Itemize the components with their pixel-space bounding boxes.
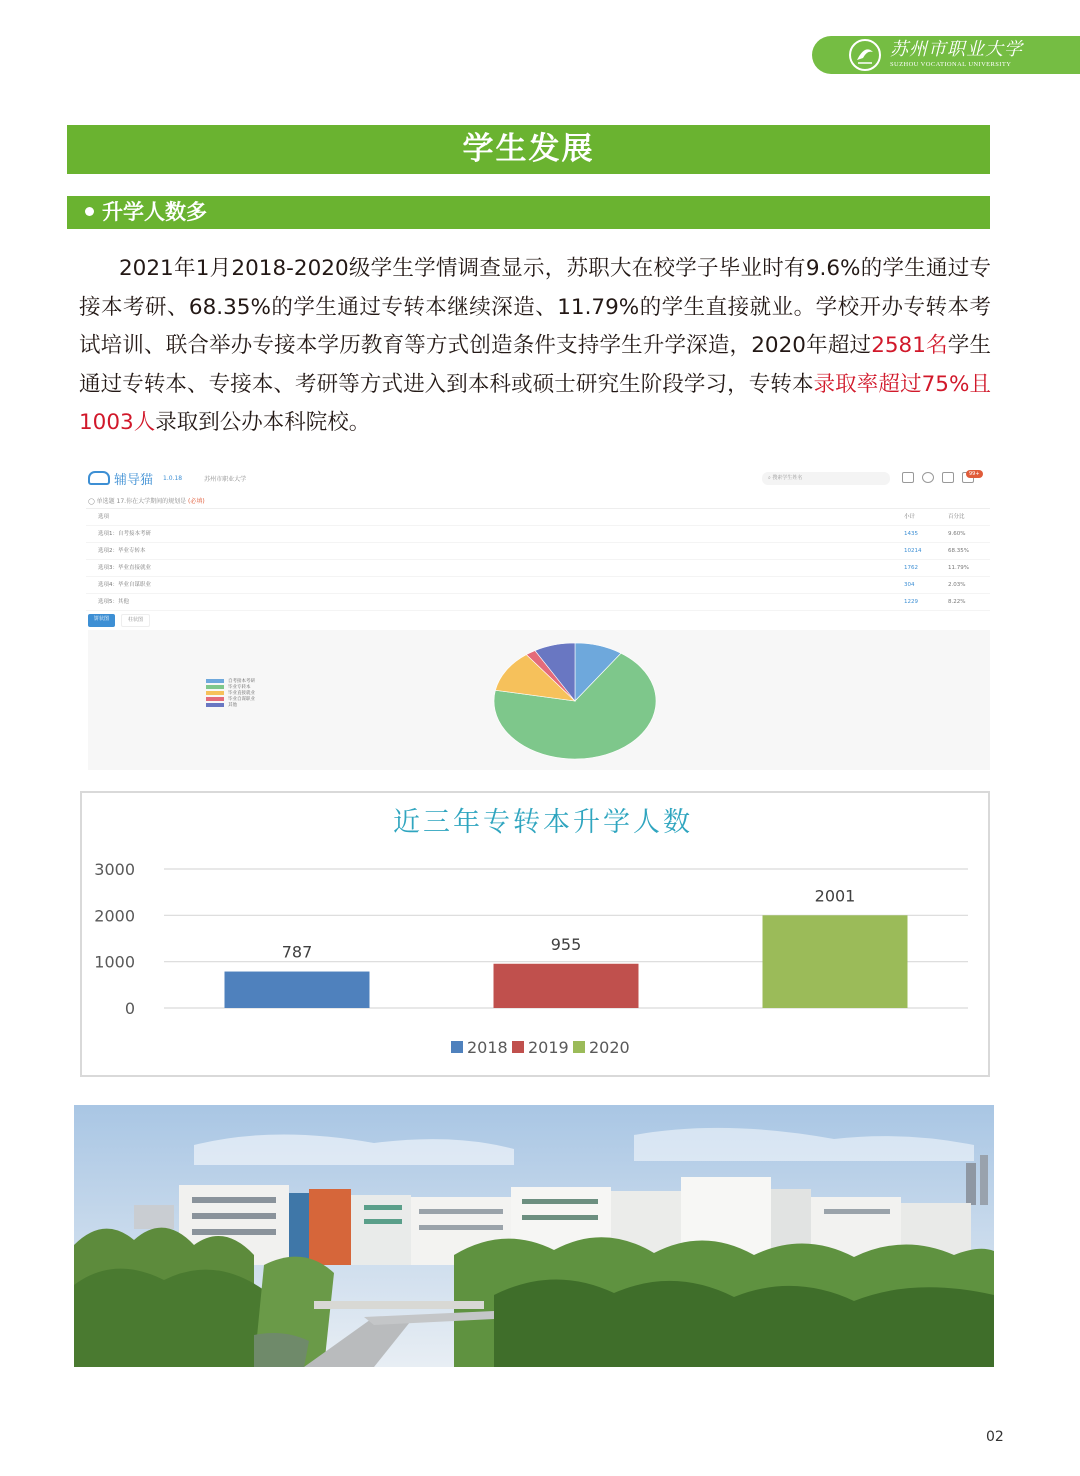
data-label: 787 xyxy=(281,942,313,962)
campus-photo xyxy=(74,1105,994,1367)
subsection-bar xyxy=(67,196,990,229)
legend-swatch xyxy=(206,679,224,683)
table-header-row xyxy=(86,509,990,526)
paragraph-highlight-2: 录取率超过75%且1003人 xyxy=(79,371,991,435)
row-count[interactable]: 304 xyxy=(904,582,915,588)
row-percent: 2.03% xyxy=(948,582,966,588)
table-row xyxy=(86,543,990,560)
subsection-title: 升学人数多 xyxy=(102,200,207,224)
bar-2018[interactable] xyxy=(225,972,370,1008)
campus-photo-illustration xyxy=(74,1105,994,1367)
row-percent: 8.22% xyxy=(948,599,966,605)
page-number: 02 xyxy=(986,1429,1004,1445)
y-tick-label: 3000 xyxy=(94,860,135,879)
survey-table xyxy=(86,508,990,610)
question-required: (必填) xyxy=(188,498,205,505)
legend-swatch xyxy=(206,697,224,701)
cat-logo-icon xyxy=(88,471,110,485)
data-label: 2001 xyxy=(814,886,856,906)
survey-chart-tabs xyxy=(88,614,150,627)
university-emblem-icon xyxy=(848,38,882,72)
legend-label: 其他 xyxy=(228,702,237,708)
row-label: 选项4：毕业自谋职业 xyxy=(98,582,151,588)
row-label: 选项1：自考接本考研 xyxy=(98,531,151,537)
survey-screenshot xyxy=(86,464,990,770)
logo-chinese-name: 苏州市职业大学 xyxy=(890,39,1023,61)
bar-2019[interactable] xyxy=(494,964,639,1008)
bullet-dot-icon xyxy=(85,207,94,216)
col-header-percent: 百分比 xyxy=(948,514,965,520)
table-row xyxy=(86,526,990,543)
tab-bar-chart[interactable]: 柱状图 xyxy=(121,614,150,627)
bar-chart xyxy=(82,793,988,1075)
legend-label-2020[interactable]: 2020 xyxy=(589,1038,630,1057)
legend-label: 毕业自谋职业 xyxy=(228,696,255,702)
question-text: ◯ 单选题 17.你在大学期间的规划是 xyxy=(88,498,187,505)
pie-legend-item[interactable] xyxy=(206,678,255,684)
survey-question xyxy=(88,496,205,505)
row-count[interactable]: 1762 xyxy=(904,565,918,571)
table-row xyxy=(86,560,990,577)
legend-swatch xyxy=(206,703,224,707)
legend-swatch-2018 xyxy=(451,1041,463,1053)
tab-pie-chart[interactable]: 饼状图 xyxy=(88,614,115,627)
pie-legend-item[interactable] xyxy=(206,684,255,690)
col-header-count: 小计 xyxy=(904,514,916,520)
survey-school: 苏州市职业大学 xyxy=(204,475,247,483)
legend-label: 毕业专转本 xyxy=(228,684,251,690)
legend-swatch xyxy=(206,691,224,695)
logo-english-name: SUZHOU VOCATIONAL UNIVERSITY xyxy=(890,61,1012,69)
survey-pie-chart xyxy=(491,640,659,762)
y-tick-label: 0 xyxy=(124,999,135,1018)
section-title: 学生发展 xyxy=(67,125,990,174)
legend-label: 自考接本考研 xyxy=(228,678,255,684)
notification-badge: 99+ xyxy=(966,470,983,478)
message-icon[interactable] xyxy=(942,472,954,483)
monitor-icon[interactable] xyxy=(902,472,914,483)
pie-legend-item[interactable] xyxy=(206,696,255,702)
row-label: 选项2：毕业专转本 xyxy=(98,548,146,554)
survey-search-input[interactable] xyxy=(762,472,890,485)
search-icon: ⌕ xyxy=(768,475,773,481)
row-label: 选项5：其他 xyxy=(98,599,129,605)
help-icon[interactable] xyxy=(922,472,934,483)
table-row xyxy=(86,594,990,611)
legend-swatch-2019 xyxy=(512,1041,524,1053)
row-percent: 11.79% xyxy=(948,565,969,571)
row-count[interactable]: 10214 xyxy=(904,548,922,554)
bar-2020[interactable] xyxy=(763,915,908,1008)
y-tick-label: 2000 xyxy=(94,906,135,926)
y-tick-label: 1000 xyxy=(94,952,135,972)
survey-version: 1.0.18 xyxy=(163,474,183,482)
table-row xyxy=(86,577,990,594)
survey-toolbar-icons xyxy=(902,472,974,483)
survey-brand xyxy=(88,469,153,488)
legend-swatch xyxy=(206,685,224,689)
survey-brand-name: 辅导猫 xyxy=(114,472,154,488)
university-logo-tab xyxy=(812,36,1080,74)
col-header-option: 选项 xyxy=(98,514,110,520)
survey-pie-legend xyxy=(206,678,255,708)
body-paragraph xyxy=(79,250,991,443)
paragraph-part3: 录取到公办本科院校。 xyxy=(155,410,371,435)
legend-label: 毕业直接就业 xyxy=(228,690,255,696)
legend-label-2019[interactable]: 2019 xyxy=(528,1038,569,1057)
row-label: 选项3：毕业直接就业 xyxy=(98,565,151,571)
row-percent: 68.35% xyxy=(948,548,969,554)
pie-legend-item[interactable] xyxy=(206,690,255,696)
search-placeholder: 搜索学生姓名 xyxy=(772,475,803,481)
survey-pie-panel xyxy=(88,630,990,770)
row-count[interactable]: 1435 xyxy=(904,531,918,537)
pie-legend-item[interactable] xyxy=(206,702,255,708)
legend-swatch-2020 xyxy=(573,1041,585,1053)
chart-title: 近三年专转本升学人数 xyxy=(393,807,693,838)
data-label: 955 xyxy=(550,934,582,954)
legend-label-2018[interactable]: 2018 xyxy=(467,1038,508,1057)
paragraph-highlight-1: 2581名 xyxy=(871,333,948,358)
bar-chart-panel xyxy=(80,791,990,1077)
paragraph-part1: 2021年1月2018-2020级学生学情调查显示，苏职大在校学子毕业时有9.6%的学生通过专接本考研、68.35%的学生通过专转本继续深造、11.79%的学生直接就业。学校开办专转本考试培训、联合举办专接本学历教育等方式创造条件支持学生升学深造，2020年超过 xyxy=(79,256,991,358)
row-count[interactable]: 1229 xyxy=(904,599,918,605)
row-percent: 9.60% xyxy=(948,531,966,537)
logo-text xyxy=(890,41,1023,69)
paragraph-part2: 学生通过专转本、专接本、考研等方式进入到本科或硕士研究生阶段学习，专转本 xyxy=(79,333,991,397)
